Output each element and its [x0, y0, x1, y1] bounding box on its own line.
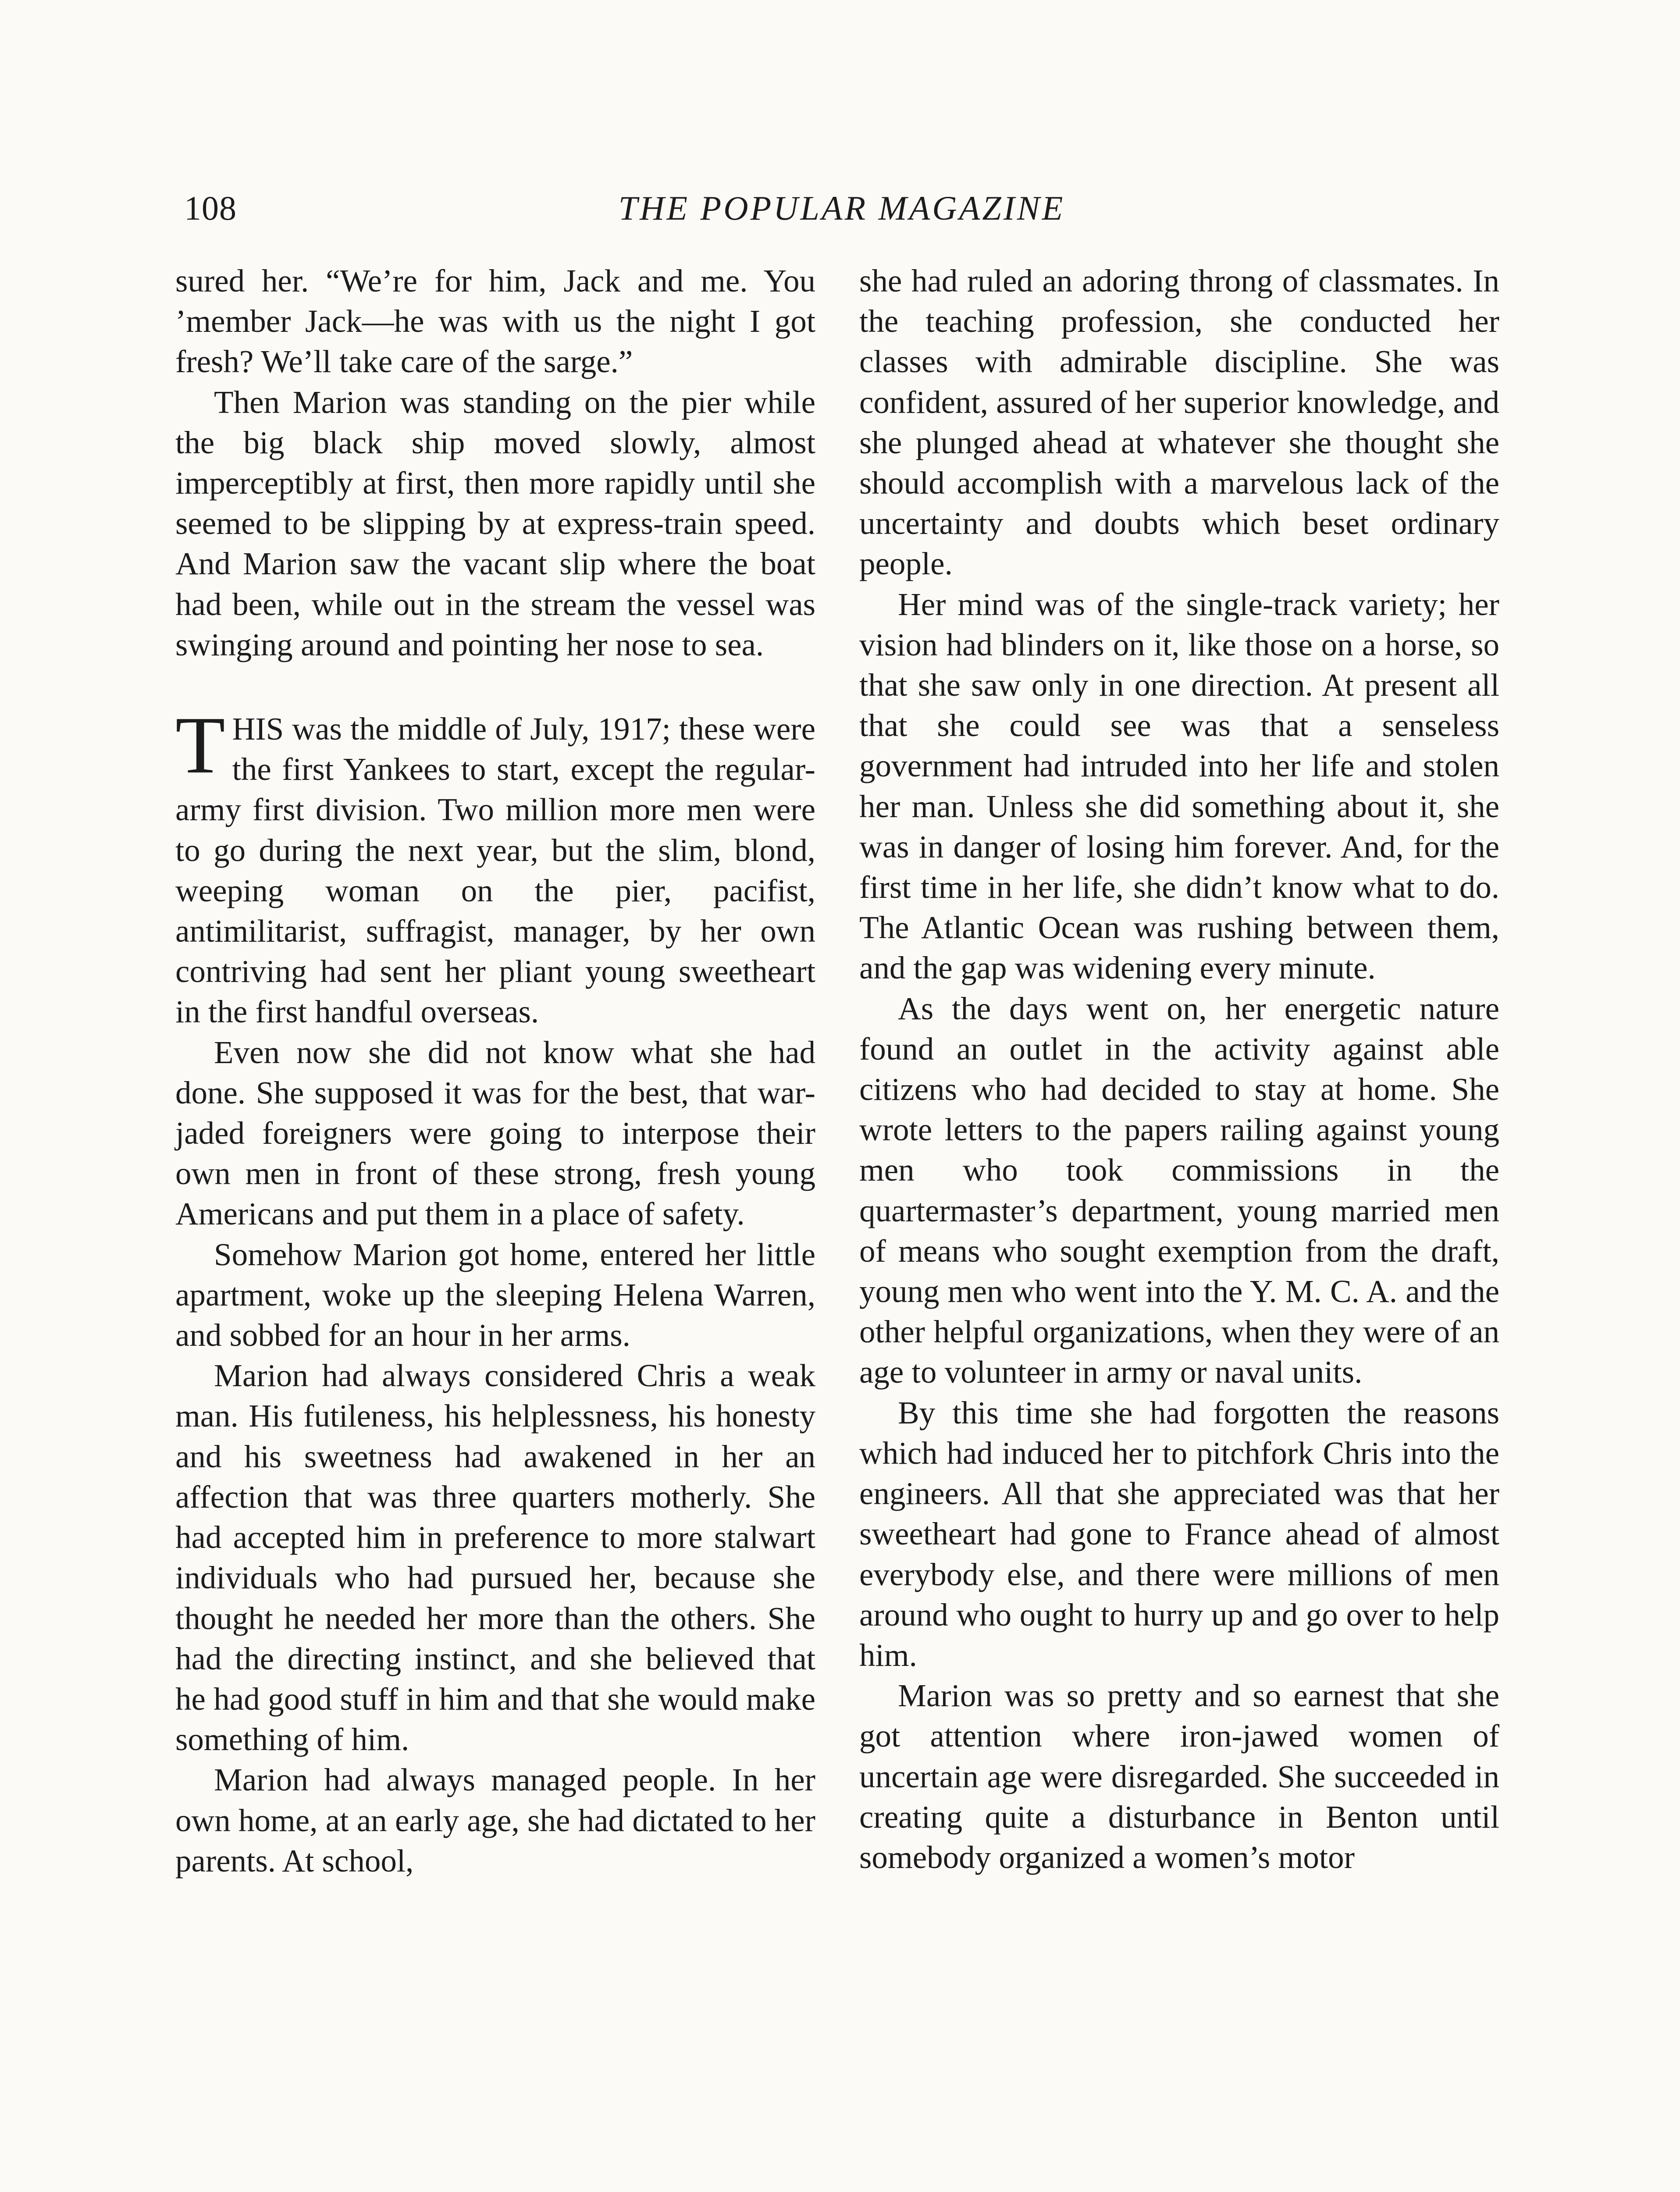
paragraph: sured her. “We’re for him, Jack and me. You ’member Jack—he was with us the night I got fresh? We’ll take care of the sarge.”: [175, 263, 815, 380]
section-start-paragraph: [175, 700, 815, 1032]
page-number: 108: [184, 189, 237, 227]
drop-cap: T: [175, 700, 225, 791]
paragraph: Marion was so pretty and so earnest that she got attention where iron-jawed women of uncertain age were disregarded. She succeeded in creating quite a disturbance in Benton until somebody organized a women’s motor: [859, 1678, 1499, 1875]
paragraph: As the days went on, her energetic nature found an outlet in the activity against able citizens who had decided to stay at home. She wrote letters to the papers railing against young men who took commissions in the quartermaster’s department, young married men of means who sought exemption from the draft, young men who went into the Y. M. C. A. and the other helpful organizations, when they were of an age to volunteer in army or naval units.: [859, 990, 1499, 1390]
paragraph-text: HIS was the middle of July, 1917; these were the first Yankees to start, except the regular-army first division. Two million more men were to go during the next year, but the slim, blond, weeping woman on the pier, pacifist, antimilitarist, suffragist, manager, by her own contriving had sent her pliant young sweetheart in the first handful overseas.: [175, 711, 815, 1030]
paragraph: Marion had always considered Chris a weak man. His futileness, his helplessness, his honesty and his sweetness had awakened in her an affection that was three quarters motherly. She had accepted him in preference to more stalwart individuals who had pursued her, because she thought he needed her more than the others. She had the directing instinct, and she believed that he had good stuff in him and that she would make something of him.: [175, 1358, 815, 1758]
paragraph: Her mind was of the single-track variety; her vision had blinders on it, like those on a horse, so that she saw only in one direction. At present all that she could see was that a senseless government had intruded into her life and stolen her man. Unless she did something about it, she was in danger of losing him forever. And, for the first time in her life, she didn’t know what to do. The Atlantic Ocean was rushing between them, and the gap was widening every minute.: [859, 586, 1499, 986]
left-column: [175, 261, 815, 2192]
paragraph: Even now she did not know what she had done. She supposed it was for the best, that war-jaded foreigners were going to interpose their own men in front of these strong, fresh young Americans and put them in a place of safety.: [175, 1034, 815, 1232]
magazine-title: THE POPULAR MAGAZINE: [618, 189, 1065, 227]
paragraph: Then Marion was standing on the pier while the big black ship moved slowly, almost imperceptibly at first, then more rapidly until she seemed to be slipping by at express-train speed. And Marion saw the vacant slip where the boat had been, while out in the stream the vessel was swinging around and pointing her nose to sea.: [175, 384, 815, 662]
paragraph: Somehow Marion got home, entered her little apartment, woke up the sleeping Helena Warren, and sobbed for an hour in her arms.: [175, 1236, 815, 1353]
paragraph: Marion had always managed people. In her own home, at an early age, she had dictated to her parents. At school,: [175, 1762, 815, 1879]
paragraph: she had ruled an adoring throng of classmates. In the teaching profession, she conducted her classes with admirable discipline. She was confident, assured of her superior knowledge, and she plunged ahead at whatever she thought she should accomplish with a marvelous lack of the uncertainty and doubts which beset ordinary people.: [859, 263, 1499, 582]
paragraph: By this time she had forgotten the reasons which had induced her to pitchfork Chris into the engineers. All that she appreciated was that her sweetheart had gone to France ahead of almost everybody else, and there were millions of men around who ought to hurry up and go over to help him.: [859, 1395, 1499, 1673]
running-head: [184, 184, 1499, 232]
right-column: [859, 261, 1499, 2192]
